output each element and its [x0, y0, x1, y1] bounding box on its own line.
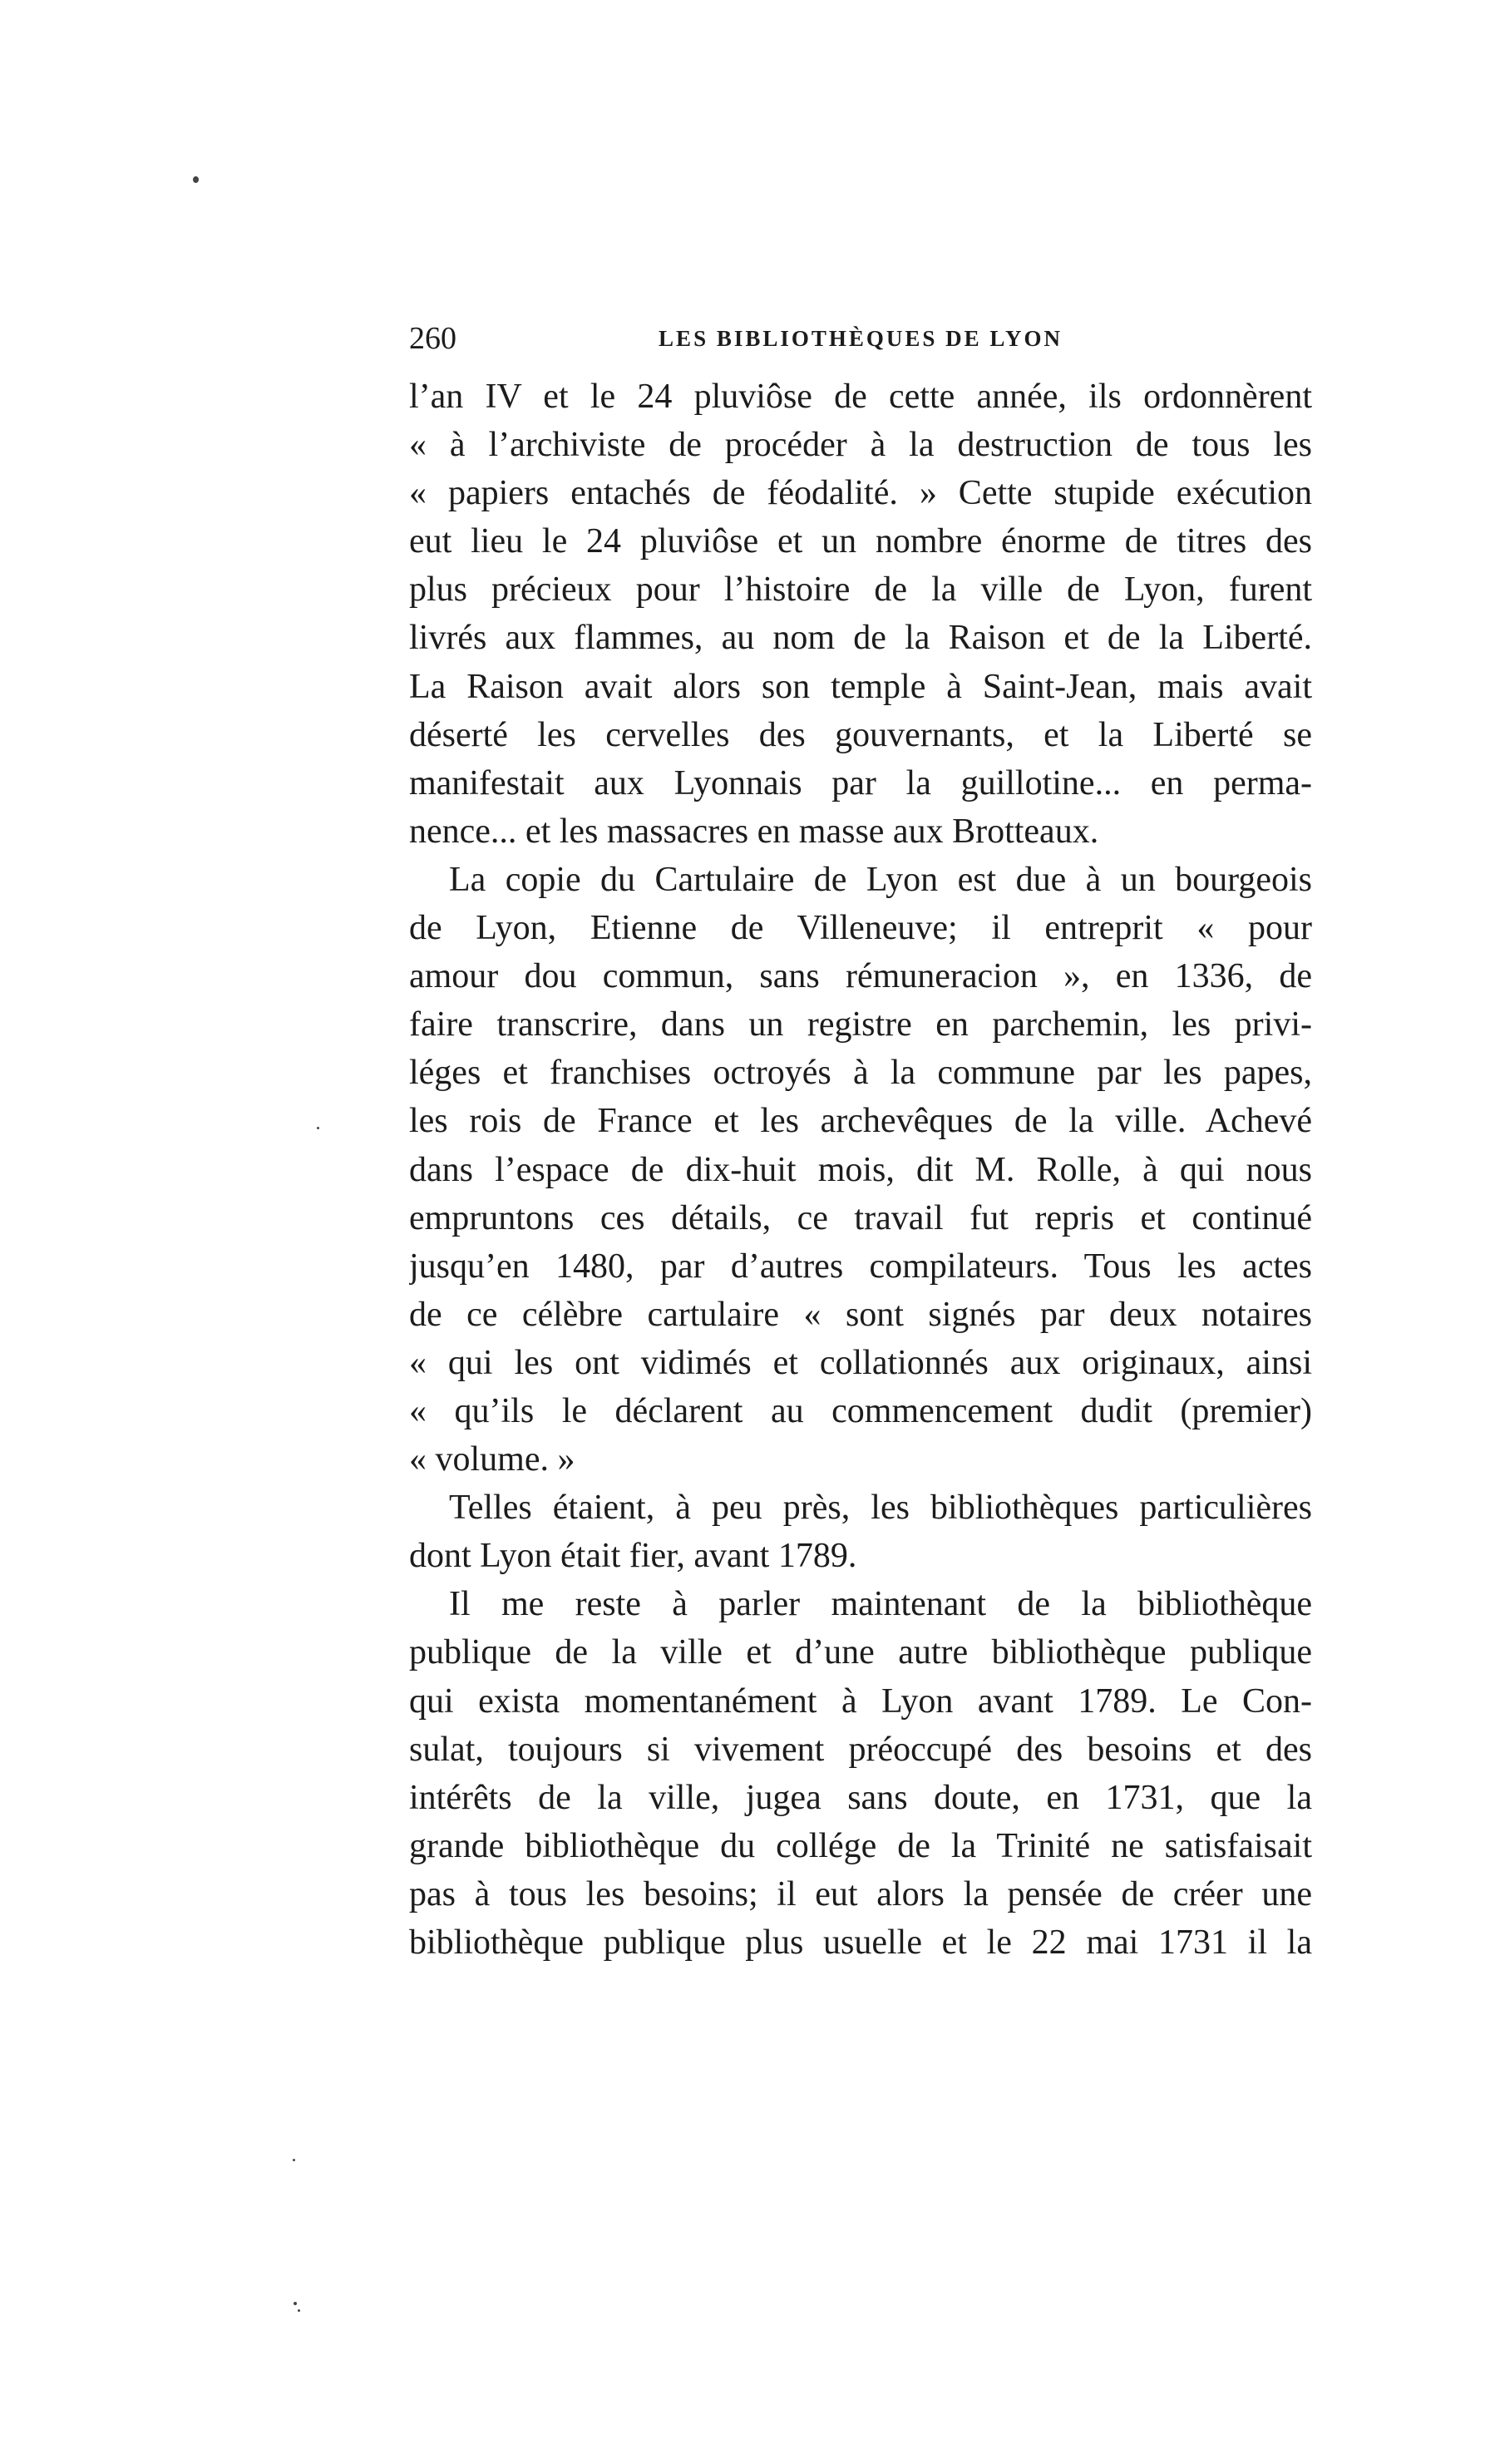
text-line: intérêts de la ville, jugea sans doute, en 1731, que la: [409, 1778, 1312, 1817]
text-line: livrés aux flammes, au nom de la Raison et de la Liberté.: [409, 619, 1312, 658]
text-line: La Raison avait alors son temple à Saint-Jean, mais avait: [409, 667, 1312, 706]
text-line: faire transcrire, dans un registre en parchemin, les privi-: [409, 1005, 1312, 1044]
text-line: de ce célèbre cartulaire « sont signés par deux notaires: [409, 1295, 1312, 1334]
text-line: eut lieu le 24 pluviôse et un nombre énorme de titres des: [409, 522, 1312, 561]
text-line: « qui les ont vidimés et collationnés aux originaux, ainsi: [409, 1343, 1312, 1382]
text-line: nence... et les massacres en masse aux Brotteaux.: [409, 812, 1099, 851]
text-line: dont Lyon était fier, avant 1789.: [409, 1537, 857, 1576]
text-line: bibliothèque publique plus usuelle et le 22 mai 1731 il la: [409, 1923, 1312, 1962]
text-line: « à l’archiviste de procéder à la destruction de tous les: [409, 426, 1312, 465]
text-line: « papiers entachés de féodalité. » Cette stupide exécution: [409, 474, 1312, 513]
text-line: La copie du Cartulaire de Lyon est due à un bourgeois: [449, 860, 1312, 899]
text-line: « qu’ils le déclarent au commencement dudit (premier): [409, 1391, 1312, 1430]
text-line: l’an IV et le 24 pluviôse de cette année, ils ordonnèrent: [409, 378, 1312, 416]
text-line: publique de la ville et d’une autre bibliothèque publique: [409, 1633, 1312, 1672]
page-header: [409, 318, 1312, 359]
text-line: sulat, toujours si vivement préoccupé des besoins et des: [409, 1730, 1312, 1769]
text-line: déserté les cervelles des gouvernants, et la Liberté se: [409, 715, 1312, 754]
ink-speck: [294, 2302, 297, 2305]
text-line: amour dou commun, sans rémuneracion », en 1336, de: [409, 957, 1312, 996]
ink-speck: [298, 2309, 300, 2312]
ink-speck: [193, 176, 199, 183]
text-line: grande bibliothèque du collége de la Trinité ne satisfaisait: [409, 1826, 1312, 1865]
ink-speck: [317, 1127, 319, 1129]
text-line: Telles étaient, à peu près, les bibliothèques particulières: [449, 1489, 1312, 1528]
text-line: manifestait aux Lyonnais par la guillotine... en perma-: [409, 763, 1312, 802]
text-line: Il me reste à parler maintenant de la bibliothèque: [449, 1585, 1312, 1624]
text-line: empruntons ces détails, ce travail fut repris et continué: [409, 1198, 1312, 1237]
text-line: dans l’espace de dix-huit mois, dit M. Rolle, à qui nous: [409, 1150, 1312, 1189]
ink-speck: [293, 2159, 295, 2161]
body-text: [409, 373, 1312, 1967]
text-line: léges et franchises octroyés à la commune par les papes,: [409, 1054, 1312, 1093]
text-line: plus précieux pour l’histoire de la ville de Lyon, furent: [409, 570, 1312, 610]
text-line: « volume. »: [409, 1440, 575, 1479]
text-line: de Lyon, Etienne de Villeneuve; il entreprit « pour: [409, 909, 1312, 948]
text-line: les rois de France et les archevêques de la ville. Achevé: [409, 1102, 1312, 1141]
page-number: 260: [409, 321, 456, 356]
text-line: jusqu’en 1480, par d’autres compilateurs. Tous les actes: [409, 1247, 1312, 1286]
text-line: pas à tous les besoins; il eut alors la pensée de créer une: [409, 1874, 1312, 1913]
text-line: qui exista momentanément à Lyon avant 1789. Le Con-: [409, 1681, 1312, 1721]
running-title: LES BIBLIOTHÈQUES DE LYON: [659, 326, 1063, 351]
